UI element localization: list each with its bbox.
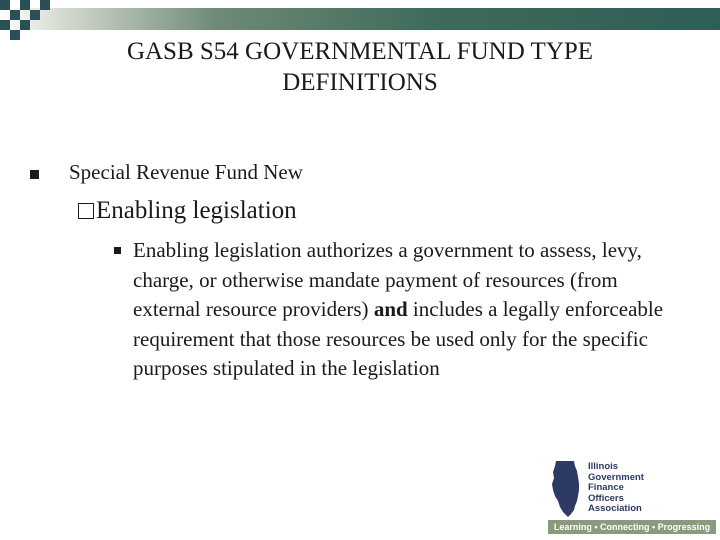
bullet-level3-text-part2: includes a legally enforceable requirement that those resources be used only for the specific purposes stipulated in the legislation — [133, 297, 664, 380]
bullet-level1-text: Special Revenue Fund New — [69, 160, 303, 184]
title-line-2: DEFINITIONS — [282, 69, 438, 96]
logo-organization-name — [588, 462, 644, 515]
title-line-1: GASB S54 GOVERNMENTAL FUND TYPE — [126, 38, 594, 65]
logo-line-1: Illinois — [588, 461, 619, 472]
square-bullet-icon — [114, 247, 121, 254]
square-bullet-icon — [30, 170, 39, 179]
bullet-level3-text-part1: Enabling legislation authorizes a government to assess, levy, charge, or otherwise mandate payment of resources (from external resource providers) — [133, 238, 642, 321]
logo-line-3: Finance — [588, 482, 624, 493]
gfoa-logo — [548, 458, 716, 538]
bullet-level2 — [78, 197, 297, 225]
bullet-level2-text: Enabling legislation — [96, 197, 297, 224]
bullet-level3 — [114, 236, 674, 384]
hollow-square-bullet-icon — [78, 203, 94, 219]
logo-line-5: Association — [588, 503, 642, 514]
illinois-state-icon — [550, 460, 582, 518]
slide-title — [40, 36, 680, 98]
bullet-level3-bold-word: and — [373, 297, 408, 321]
header-gradient-band — [0, 8, 720, 30]
logo-tagline: Learning • Connecting • Progressing — [548, 520, 716, 534]
logo-line-2: Government — [588, 471, 644, 483]
bullet-level3-text — [133, 236, 674, 384]
logo-line-4: Officers — [588, 492, 624, 504]
